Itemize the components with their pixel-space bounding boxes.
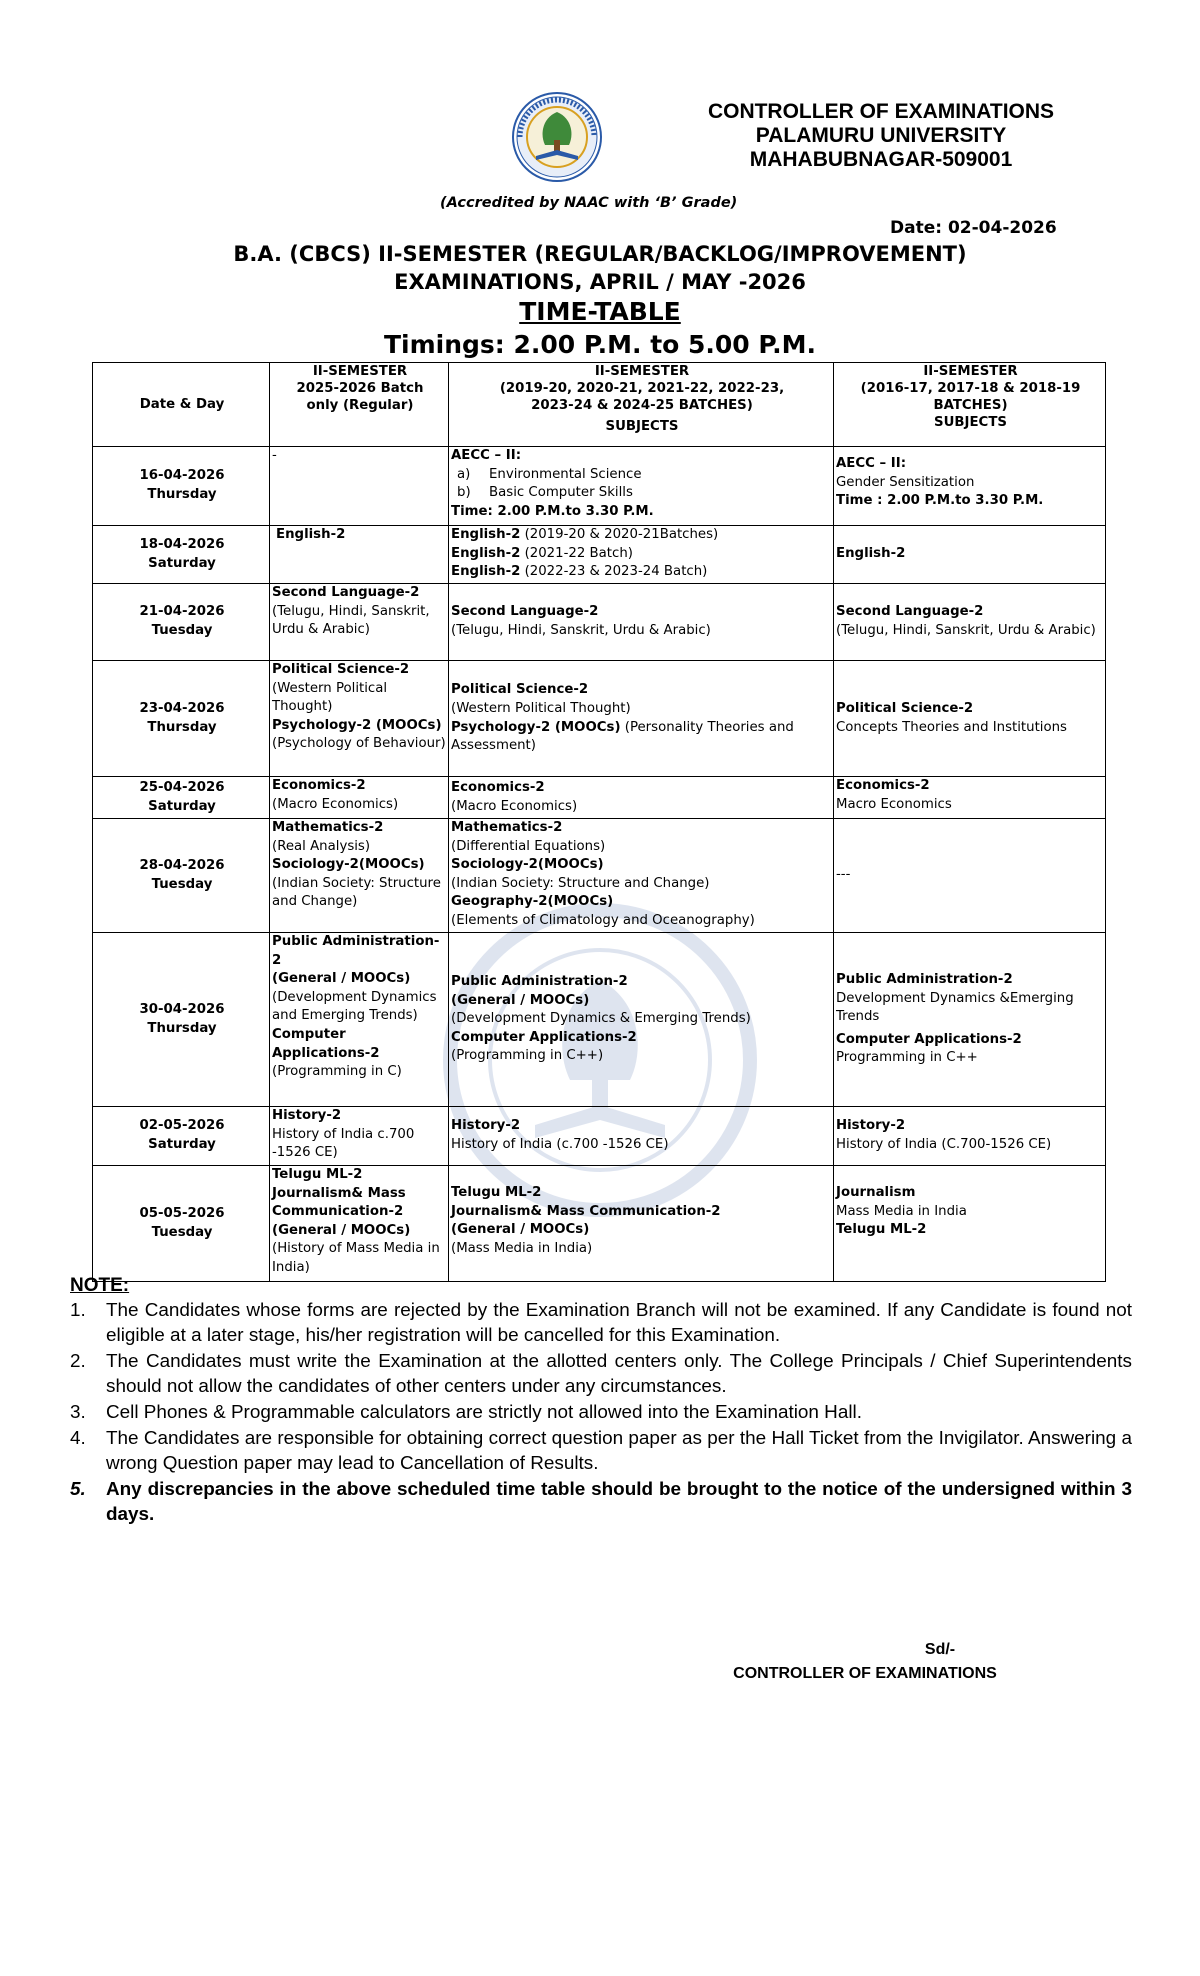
table-row bbox=[93, 526, 1106, 584]
subject-heading: Psychology-2 (MOOCs) bbox=[451, 719, 621, 735]
note-number: 1. bbox=[70, 1299, 86, 1321]
exam-day: Tuesday bbox=[151, 623, 213, 638]
signature-block bbox=[700, 1638, 1030, 1686]
cell-2019-2025-batches bbox=[449, 933, 834, 1107]
exam-day: Saturday bbox=[148, 1137, 216, 1152]
notice-date: Date: 02-04-2026 bbox=[890, 218, 1057, 238]
subject-heading: English-2 bbox=[451, 527, 521, 542]
subject-text: (2019-20 & 2020-21Batches) bbox=[520, 527, 719, 542]
office-line-3: MAHABUBNAGAR-509001 bbox=[749, 148, 1013, 171]
cell-2019-2025-batches bbox=[449, 584, 834, 661]
subject-heading: Sociology-2(MOOCs) bbox=[451, 857, 604, 873]
subject-text: History of India (C.700-1526 CE) bbox=[836, 1137, 1052, 1152]
subject-text: Programming in C++ bbox=[836, 1050, 978, 1066]
notes-section bbox=[70, 1273, 1132, 1528]
cell-2025-batch bbox=[270, 661, 449, 777]
exam-day: Thursday bbox=[147, 1020, 217, 1036]
subject-text: Gender Sensitization bbox=[836, 474, 975, 490]
cell-2016-2019-batches bbox=[834, 447, 1106, 526]
note-item bbox=[70, 1349, 1132, 1400]
note-number: 5. bbox=[70, 1478, 86, 1500]
cell-2025-batch bbox=[270, 777, 449, 819]
subject-heading: Political Science-2 bbox=[272, 662, 410, 677]
cell-2019-2025-batches bbox=[449, 1107, 834, 1166]
date-cell bbox=[93, 819, 270, 933]
subject-heading: Economics-2 bbox=[272, 778, 366, 793]
subject-heading: History-2 bbox=[836, 1118, 906, 1134]
subject-text: Mass Media in India bbox=[836, 1203, 967, 1219]
subject-heading: Geography-2(MOOCs) bbox=[451, 894, 614, 910]
table-row bbox=[93, 447, 1106, 526]
exam-date: 18-04-2026 bbox=[139, 536, 225, 552]
subject-text: Environmental Science bbox=[489, 466, 642, 482]
subject-heading: (General / MOOCs) bbox=[451, 1222, 590, 1238]
subject-heading: Second Language-2 bbox=[272, 585, 420, 600]
subject-heading: Political Science-2 bbox=[836, 700, 974, 716]
cell-2019-2025-batches bbox=[449, 526, 834, 584]
subject-heading: Economics-2 bbox=[836, 778, 930, 793]
notes-heading: NOTE: bbox=[70, 1275, 130, 1296]
cell-2016-2019-batches bbox=[834, 819, 1106, 933]
subject-heading: Journalism& Mass Communication-2 bbox=[272, 1185, 406, 1220]
cell-2019-2025-batches bbox=[449, 661, 834, 777]
cell-2025-batch bbox=[270, 1166, 449, 1282]
subject-heading: Computer Applications-2 bbox=[836, 1031, 1022, 1047]
header-4-line-b: (2016-17, 2017-18 & 2018-19 bbox=[860, 381, 1081, 396]
subject-heading: Psychology-2 (MOOCs) bbox=[272, 717, 442, 733]
exam-day: Thursday bbox=[147, 719, 217, 735]
subject-heading: English-2 bbox=[276, 527, 346, 542]
subject-heading: Computer Applications-2 bbox=[272, 1026, 380, 1061]
note-text: The Candidates are responsible for obtaining correct question paper as per the Hall Ticket from the Invigilator. Answering a wrong Question paper may lead to Cancellation of Results. bbox=[106, 1427, 1132, 1475]
header-2016-2019-batches bbox=[834, 363, 1106, 447]
date-cell bbox=[93, 584, 270, 661]
subject-text: History of India c.700 -1526 CE) bbox=[272, 1126, 415, 1161]
subject-text: Macro Economics bbox=[836, 796, 952, 812]
timetable-heading: TIME-TABLE bbox=[519, 297, 681, 326]
note-number: 3. bbox=[70, 1401, 86, 1423]
date-cell bbox=[93, 933, 270, 1107]
subject-heading: Second Language-2 bbox=[836, 604, 984, 620]
cell-2016-2019-batches bbox=[834, 584, 1106, 661]
header-date-day bbox=[93, 363, 270, 447]
header-2-line-c: only (Regular) bbox=[306, 398, 414, 413]
subject-text: (Western Political Thought) bbox=[451, 700, 631, 716]
exam-date: 21-04-2026 bbox=[139, 604, 225, 620]
list-marker: a) bbox=[457, 466, 471, 482]
note-item bbox=[70, 1400, 1132, 1426]
table-row bbox=[93, 1166, 1106, 1282]
timetable bbox=[92, 362, 1106, 1282]
subject-text: (Differential Equations) bbox=[451, 838, 606, 854]
header-3-line-c: 2023-24 & 2024-25 BATCHES) bbox=[531, 398, 753, 413]
cell-2016-2019-batches bbox=[834, 1107, 1106, 1166]
table-row bbox=[93, 584, 1106, 661]
subject-heading: History-2 bbox=[451, 1118, 521, 1134]
subject-text: (Psychology of Behaviour) bbox=[272, 736, 446, 752]
subject-heading: English-2 bbox=[836, 546, 906, 562]
subject-text: (Indian Society: Structure and Change) bbox=[451, 875, 710, 891]
subject-heading: Public Administration-2 bbox=[836, 972, 1013, 988]
subject-heading: Sociology-2(MOOCs) bbox=[272, 857, 425, 873]
subject-text: - bbox=[272, 448, 277, 463]
cell-2016-2019-batches bbox=[834, 1166, 1106, 1282]
header-4-line-a: II-SEMESTER bbox=[923, 364, 1018, 379]
list-marker: b) bbox=[457, 485, 471, 501]
exam-date: 05-05-2026 bbox=[139, 1205, 225, 1221]
header-2019-2025-batches bbox=[449, 363, 834, 447]
cell-2025-batch bbox=[270, 933, 449, 1107]
subject-text: (Real Analysis) bbox=[272, 838, 371, 854]
subject-heading: Telugu ML-2 bbox=[451, 1185, 542, 1200]
cell-2025-batch bbox=[270, 526, 449, 584]
note-text: Any discrepancies in the above scheduled time table should be brought to the notice of the undersigned within 3 days. bbox=[106, 1478, 1132, 1526]
header-3-subjects: SUBJECTS bbox=[605, 419, 679, 434]
subject-heading: English-2 bbox=[451, 564, 521, 580]
cell-2016-2019-batches bbox=[834, 661, 1106, 777]
subject-text: (Western Political Thought) bbox=[272, 680, 388, 715]
subject-heading: Public Administration-2 bbox=[272, 934, 440, 968]
subject-text: Development Dynamics &Emerging Trends bbox=[836, 990, 1074, 1025]
header-3-line-a: II-SEMESTER bbox=[594, 364, 690, 379]
subject-text: (Telugu, Hindi, Sanskrit, Urdu & Arabic) bbox=[451, 623, 711, 638]
subject-heading: Mathematics-2 bbox=[451, 820, 563, 835]
subject-heading: Mathematics-2 bbox=[272, 820, 384, 835]
subject-text: (Mass Media in India) bbox=[451, 1240, 593, 1256]
subject-heading: History-2 bbox=[272, 1108, 342, 1123]
exam-date: 16-04-2026 bbox=[139, 468, 225, 484]
cell-2019-2025-batches bbox=[449, 447, 834, 526]
subject-text: (Elements of Climatology and Oceanography) bbox=[451, 912, 755, 928]
date-cell bbox=[93, 1166, 270, 1282]
exam-day: Thursday bbox=[147, 487, 217, 502]
header-2025-batch bbox=[270, 363, 449, 447]
table-header-row bbox=[93, 363, 1106, 447]
subject-text: Concepts Theories and Institutions bbox=[836, 719, 1067, 735]
subject-heading: Second Language-2 bbox=[451, 604, 599, 620]
subject-heading: (General / MOOCs) bbox=[272, 971, 411, 987]
cell-2019-2025-batches bbox=[449, 777, 834, 819]
subject-heading: Journalism bbox=[836, 1185, 916, 1200]
cell-2016-2019-batches bbox=[834, 933, 1106, 1107]
exam-date: 25-04-2026 bbox=[139, 779, 225, 795]
exam-day: Saturday bbox=[148, 798, 216, 814]
subject-heading: Public Administration-2 bbox=[451, 974, 628, 990]
subject-heading: Journalism& Mass Communication-2 bbox=[451, 1203, 721, 1219]
subject-heading: (General / MOOCs) bbox=[451, 992, 590, 1008]
header-3-line-b: (2019-20, 2020-21, 2021-22, 2022-23, bbox=[499, 381, 785, 396]
note-number: 4. bbox=[70, 1427, 86, 1449]
list-item bbox=[451, 466, 833, 485]
subject-heading: Computer Applications-2 bbox=[451, 1029, 637, 1045]
date-cell bbox=[93, 661, 270, 777]
table-row bbox=[93, 661, 1106, 777]
note-text: Cell Phones & Programmable calculators are strictly not allowed into the Examination Hall. bbox=[106, 1401, 862, 1423]
header-4-subjects: SUBJECTS bbox=[934, 415, 1007, 430]
note-item bbox=[70, 1477, 1132, 1528]
signature-sd: Sd/- bbox=[924, 1641, 956, 1658]
exam-date: 30-04-2026 bbox=[139, 1001, 225, 1017]
office-line-1: CONTROLLER OF EXAMINATIONS bbox=[707, 100, 1055, 123]
date-cell bbox=[93, 526, 270, 584]
subject-text: (History of Mass Media in India) bbox=[272, 1241, 440, 1275]
exam-day: Saturday bbox=[148, 555, 216, 571]
note-text: The Candidates whose forms are rejected by the Examination Branch will not be examined. If any Candidate is found not eligible at a later stage, his/her registration will be cancelled for this Examination. bbox=[106, 1299, 1132, 1347]
subject-heading: English-2 bbox=[451, 545, 521, 561]
exam-date: 02-05-2026 bbox=[139, 1118, 225, 1134]
header-4-line-c: BATCHES) bbox=[933, 398, 1008, 413]
table-row bbox=[93, 1107, 1106, 1166]
exam-title: B.A. (CBCS) II-SEMESTER (REGULAR/BACKLOG/IMPROVEMENT) bbox=[233, 242, 967, 266]
list-item bbox=[451, 484, 833, 503]
subject-text: (Development Dynamics and Emerging Trends) bbox=[272, 989, 437, 1024]
cell-2016-2019-batches bbox=[834, 777, 1106, 819]
note-text: The Candidates must write the Examination at the allotted centers only. The College Principals / Chief Superintendents should not allow the candidates of other centers under any circumstances. bbox=[106, 1350, 1132, 1398]
subject-text: (Personality Theories and Assessment) bbox=[451, 719, 794, 754]
subject-heading: Economics-2 bbox=[451, 779, 545, 795]
cell-2019-2025-batches bbox=[449, 819, 834, 933]
subject-text: --- bbox=[836, 867, 851, 883]
exam-time: Time : 2.00 P.M.to 3.30 P.M. bbox=[836, 493, 1044, 509]
exam-date: 23-04-2026 bbox=[139, 700, 225, 716]
office-address bbox=[672, 100, 1090, 172]
date-cell bbox=[93, 447, 270, 526]
exam-subtitle: EXAMINATIONS, APRIL / MAY -2026 bbox=[394, 270, 806, 294]
subject-text: Basic Computer Skills bbox=[489, 485, 633, 501]
date-cell bbox=[93, 1107, 270, 1166]
subject-text: (Programming in C++) bbox=[451, 1048, 604, 1064]
note-item bbox=[70, 1426, 1132, 1477]
cell-2025-batch bbox=[270, 1107, 449, 1166]
table-row bbox=[93, 933, 1106, 1107]
date-cell bbox=[93, 777, 270, 819]
subject-heading: Telugu ML-2 bbox=[836, 1222, 927, 1238]
table-row bbox=[93, 777, 1106, 819]
university-logo bbox=[512, 90, 602, 185]
subject-text: (Indian Society: Structure and Change) bbox=[272, 875, 441, 910]
cell-2025-batch bbox=[270, 447, 449, 526]
header-date-day-label: Date & Day bbox=[139, 397, 225, 412]
accreditation: (Accredited by NAAC with ‘B’ Grade) bbox=[440, 195, 738, 211]
cell-2025-batch bbox=[270, 584, 449, 661]
exam-day: Tuesday bbox=[151, 1224, 213, 1240]
cell-2025-batch bbox=[270, 819, 449, 933]
subject-text: (Macro Economics) bbox=[272, 796, 399, 812]
subject-text: (2021-22 Batch) bbox=[520, 545, 633, 561]
subject-text: History of India (c.700 -1526 CE) bbox=[451, 1137, 669, 1152]
exam-time: Time: 2.00 P.M.to 3.30 P.M. bbox=[451, 503, 654, 519]
subject-heading: AECC – II: bbox=[836, 456, 907, 471]
subject-text: (2022-23 & 2023-24 Batch) bbox=[520, 564, 708, 580]
subject-text: (Telugu, Hindi, Sanskrit, Urdu & Arabic) bbox=[836, 623, 1096, 638]
note-number: 2. bbox=[70, 1350, 86, 1372]
cell-2019-2025-batches bbox=[449, 1166, 834, 1282]
signature-designation: CONTROLLER OF EXAMINATIONS bbox=[733, 1665, 997, 1682]
subject-heading: Political Science-2 bbox=[451, 682, 589, 698]
header-2-line-a: II-SEMESTER bbox=[312, 364, 408, 379]
subject-text: (Telugu, Hindi, Sanskrit, Urdu & Arabic) bbox=[272, 603, 430, 638]
cell-2016-2019-batches bbox=[834, 526, 1106, 584]
exam-date: 28-04-2026 bbox=[139, 857, 225, 873]
subject-text: (Macro Economics) bbox=[451, 798, 578, 814]
office-line-2: PALAMURU UNIVERSITY bbox=[755, 124, 1007, 147]
subject-text: (Development Dynamics & Emerging Trends) bbox=[451, 1011, 751, 1027]
note-item bbox=[70, 1298, 1132, 1349]
subject-heading: (General / MOOCs) bbox=[272, 1222, 411, 1238]
subject-heading: Telugu ML-2 bbox=[272, 1167, 363, 1182]
header-2-line-b: 2025-2026 Batch bbox=[296, 381, 424, 396]
subject-heading: AECC – II: bbox=[451, 448, 522, 463]
table-row bbox=[93, 819, 1106, 933]
subject-text: (Programming in C) bbox=[272, 1064, 402, 1080]
timings: Timings: 2.00 P.M. to 5.00 P.M. bbox=[383, 330, 817, 359]
exam-day: Tuesday bbox=[151, 876, 213, 892]
